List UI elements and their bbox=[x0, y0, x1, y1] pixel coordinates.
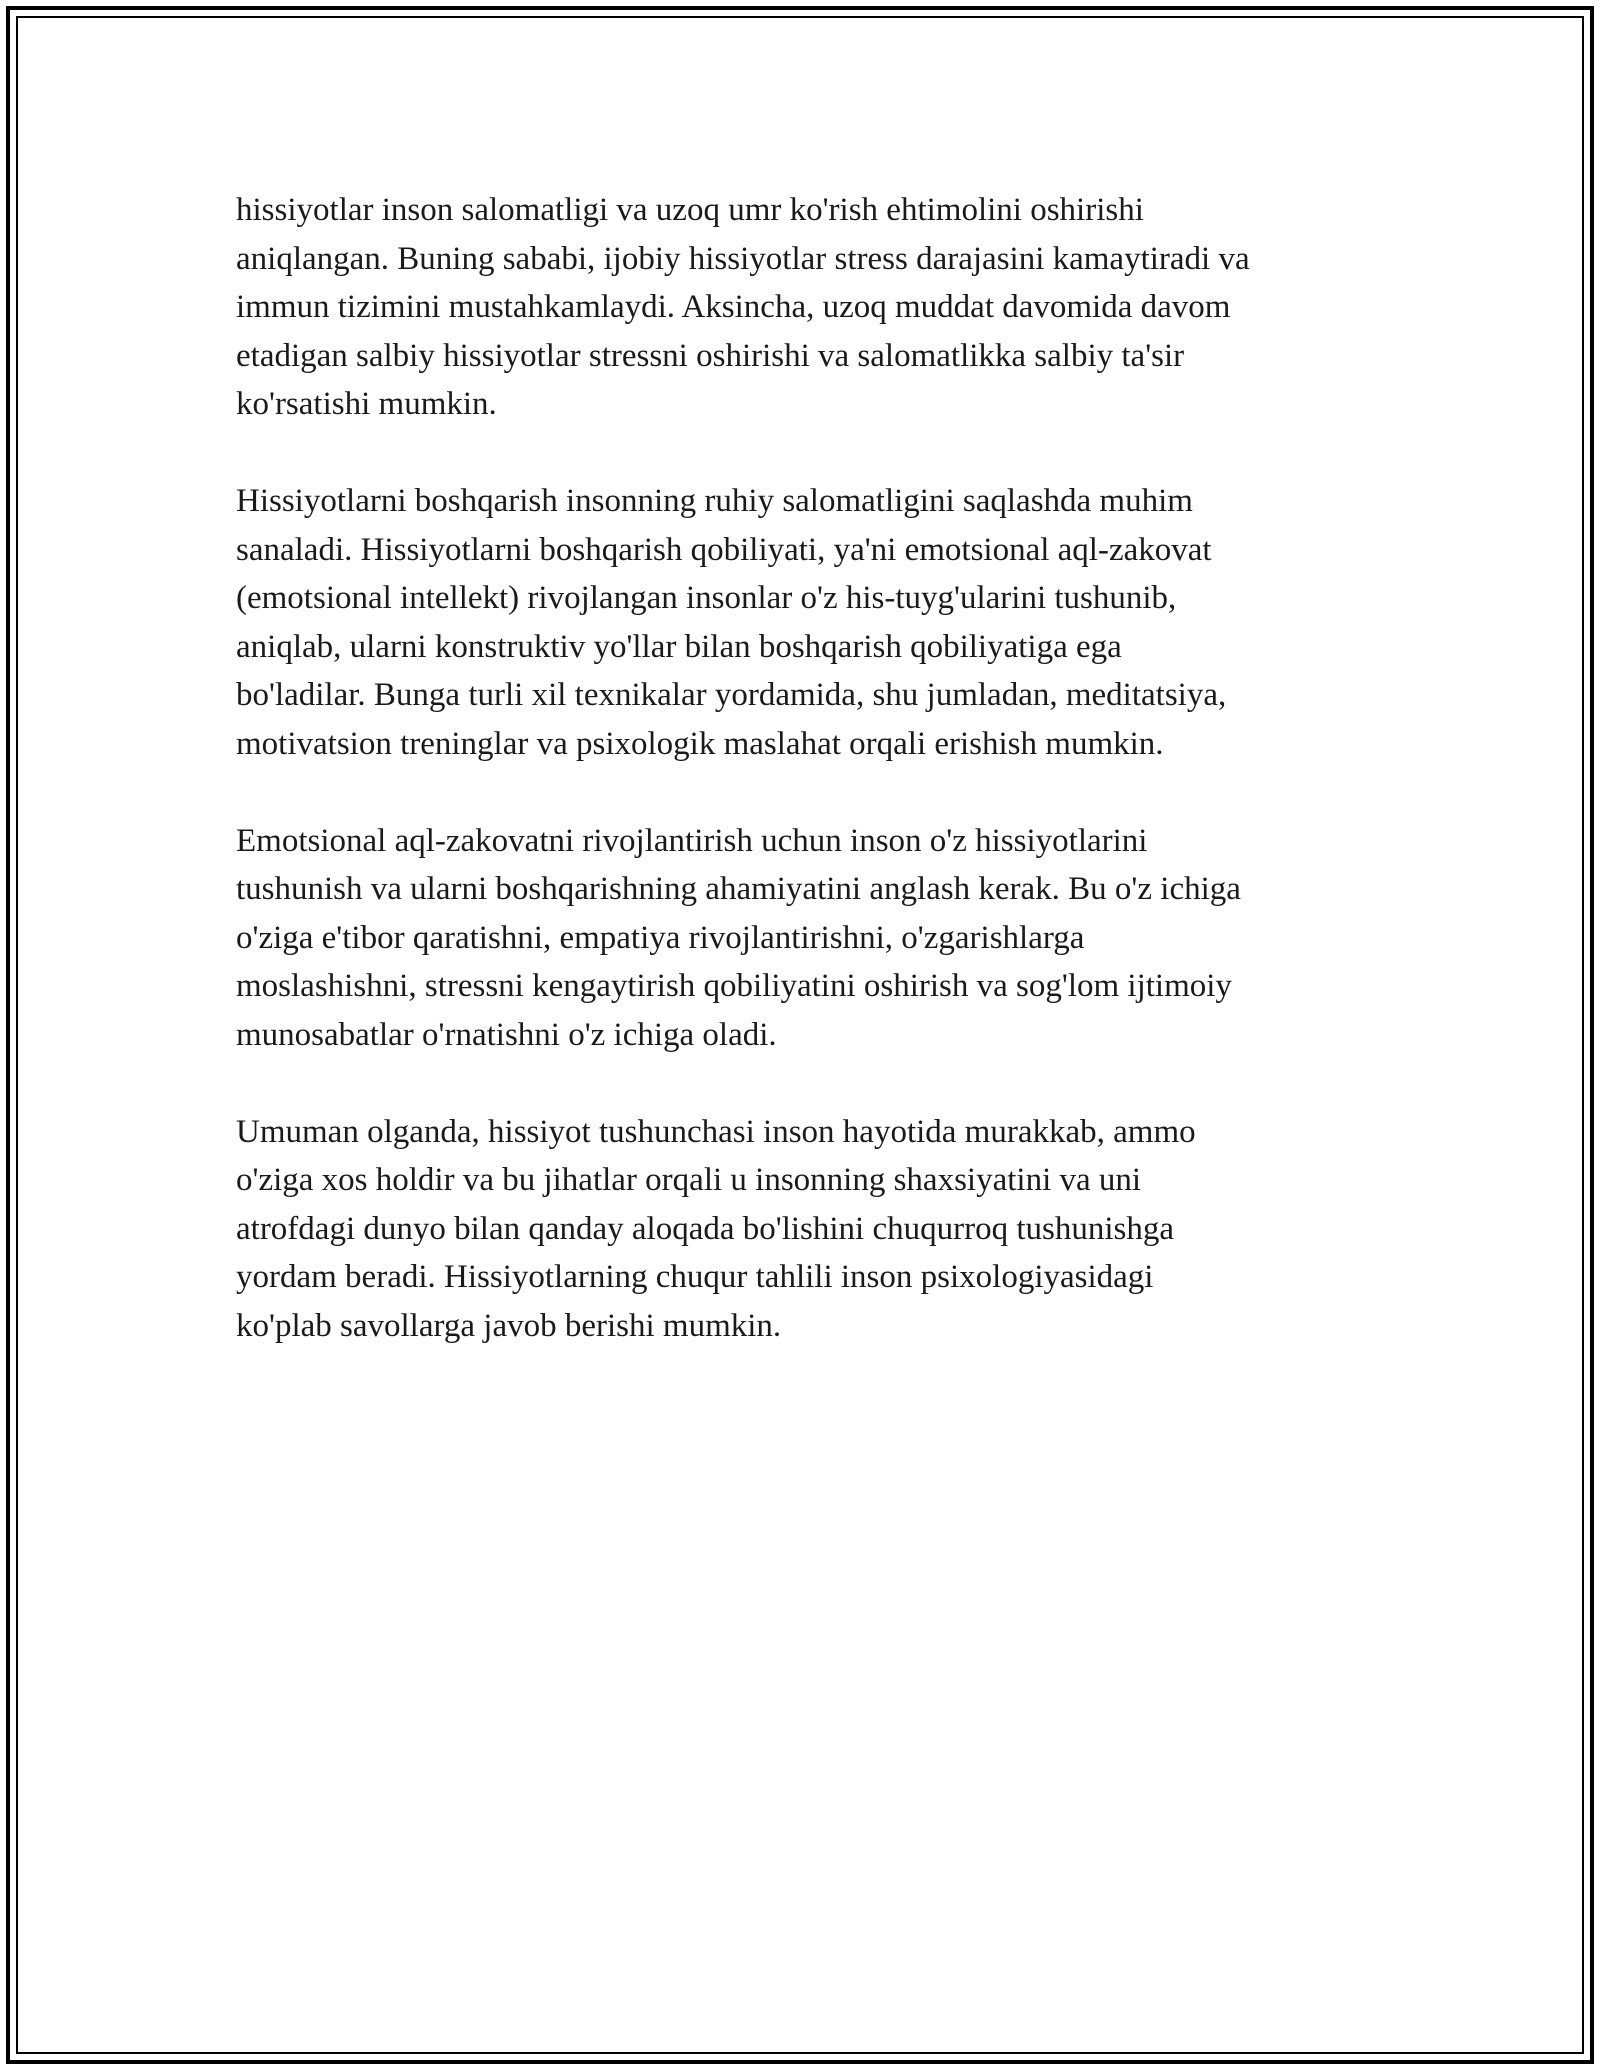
text-line: motivatsion treninglar va psixologik maslahat orqali erishish mumkin. bbox=[236, 725, 1164, 762]
text-line: Umuman olganda, hissiyot tushunchasi inson hayotida murakkab, ammo bbox=[236, 1113, 1196, 1150]
text-line: immun tizimini mustahkamlaydi. Aksincha, uzoq muddat davomida davom bbox=[236, 289, 1231, 325]
text-line: etadigan salbiy hissiyotlar stressni oshirishi va salomatlikka salbiy ta'sir bbox=[236, 337, 1185, 374]
text-line: moslashishni, stressni kengaytirish qobiliyatini oshirish va sog'lom ijtimoiy bbox=[236, 968, 1232, 1004]
text-line: sanaladi. Hissiyotlarni boshqarish qobiliyati, ya'ni emotsional aql-zakovat bbox=[236, 531, 1212, 568]
text-line: bo'ladilar. Bunga turli xil texnikalar yordamida, shu jumladan, meditatsiya, bbox=[236, 677, 1227, 713]
text-line: o'ziga xos holdir va bu jihatlar orqali u insonning shaxsiyatini va uni bbox=[236, 1162, 1142, 1198]
text-line: o'ziga e'tibor qaratishni, empatiya rivojlantirishni, o'zgarishlarga bbox=[236, 919, 1085, 956]
text-line: aniqlab, ularni konstruktiv yo'llar bilan boshqarish qobiliyatiga ega bbox=[236, 628, 1122, 665]
text-line: tushunish va ularni boshqarishning ahamiyatini anglash kerak. Bu o'z ichiga bbox=[236, 871, 1241, 907]
text-line: aniqlangan. Buning sababi, ijobiy hissiyotlar stress darajasini kamaytiradi va bbox=[236, 240, 1250, 277]
paragraph bbox=[236, 1108, 1376, 1351]
text-line: atrofdagi dunyo bilan qanday aloqada bo'lishini chuqurroq tushunishga bbox=[236, 1210, 1175, 1247]
text-line: Hissiyotlarni boshqarish insonning ruhiy salomatligini saqlashda muhim bbox=[236, 483, 1193, 519]
document-body bbox=[236, 186, 1376, 1399]
text-line: ko'rsatishi mumkin. bbox=[236, 386, 497, 422]
text-line: ko'plab savollarga javob berishi mumkin. bbox=[236, 1307, 782, 1344]
text-line: Emotsional aql-zakovatni rivojlantirish uchun inson o'z hissiyotlarini bbox=[236, 822, 1148, 859]
paragraph bbox=[236, 477, 1376, 768]
text-line: (emotsional intellekt) rivojlangan insonlar o'z his-tuyg'ularini tushunib, bbox=[236, 580, 1177, 616]
paragraph bbox=[236, 186, 1376, 429]
paragraph bbox=[236, 817, 1376, 1060]
text-line: yordam beradi. Hissiyotlarning chuqur tahlili inson psixologiyasidagi bbox=[236, 1259, 1154, 1295]
text-line: hissiyotlar inson salomatligi va uzoq umr ko'rish ehtimolini oshirishi bbox=[236, 192, 1144, 228]
text-line: munosabatlar o'rnatishni o'z ichiga oladi. bbox=[236, 1016, 777, 1053]
